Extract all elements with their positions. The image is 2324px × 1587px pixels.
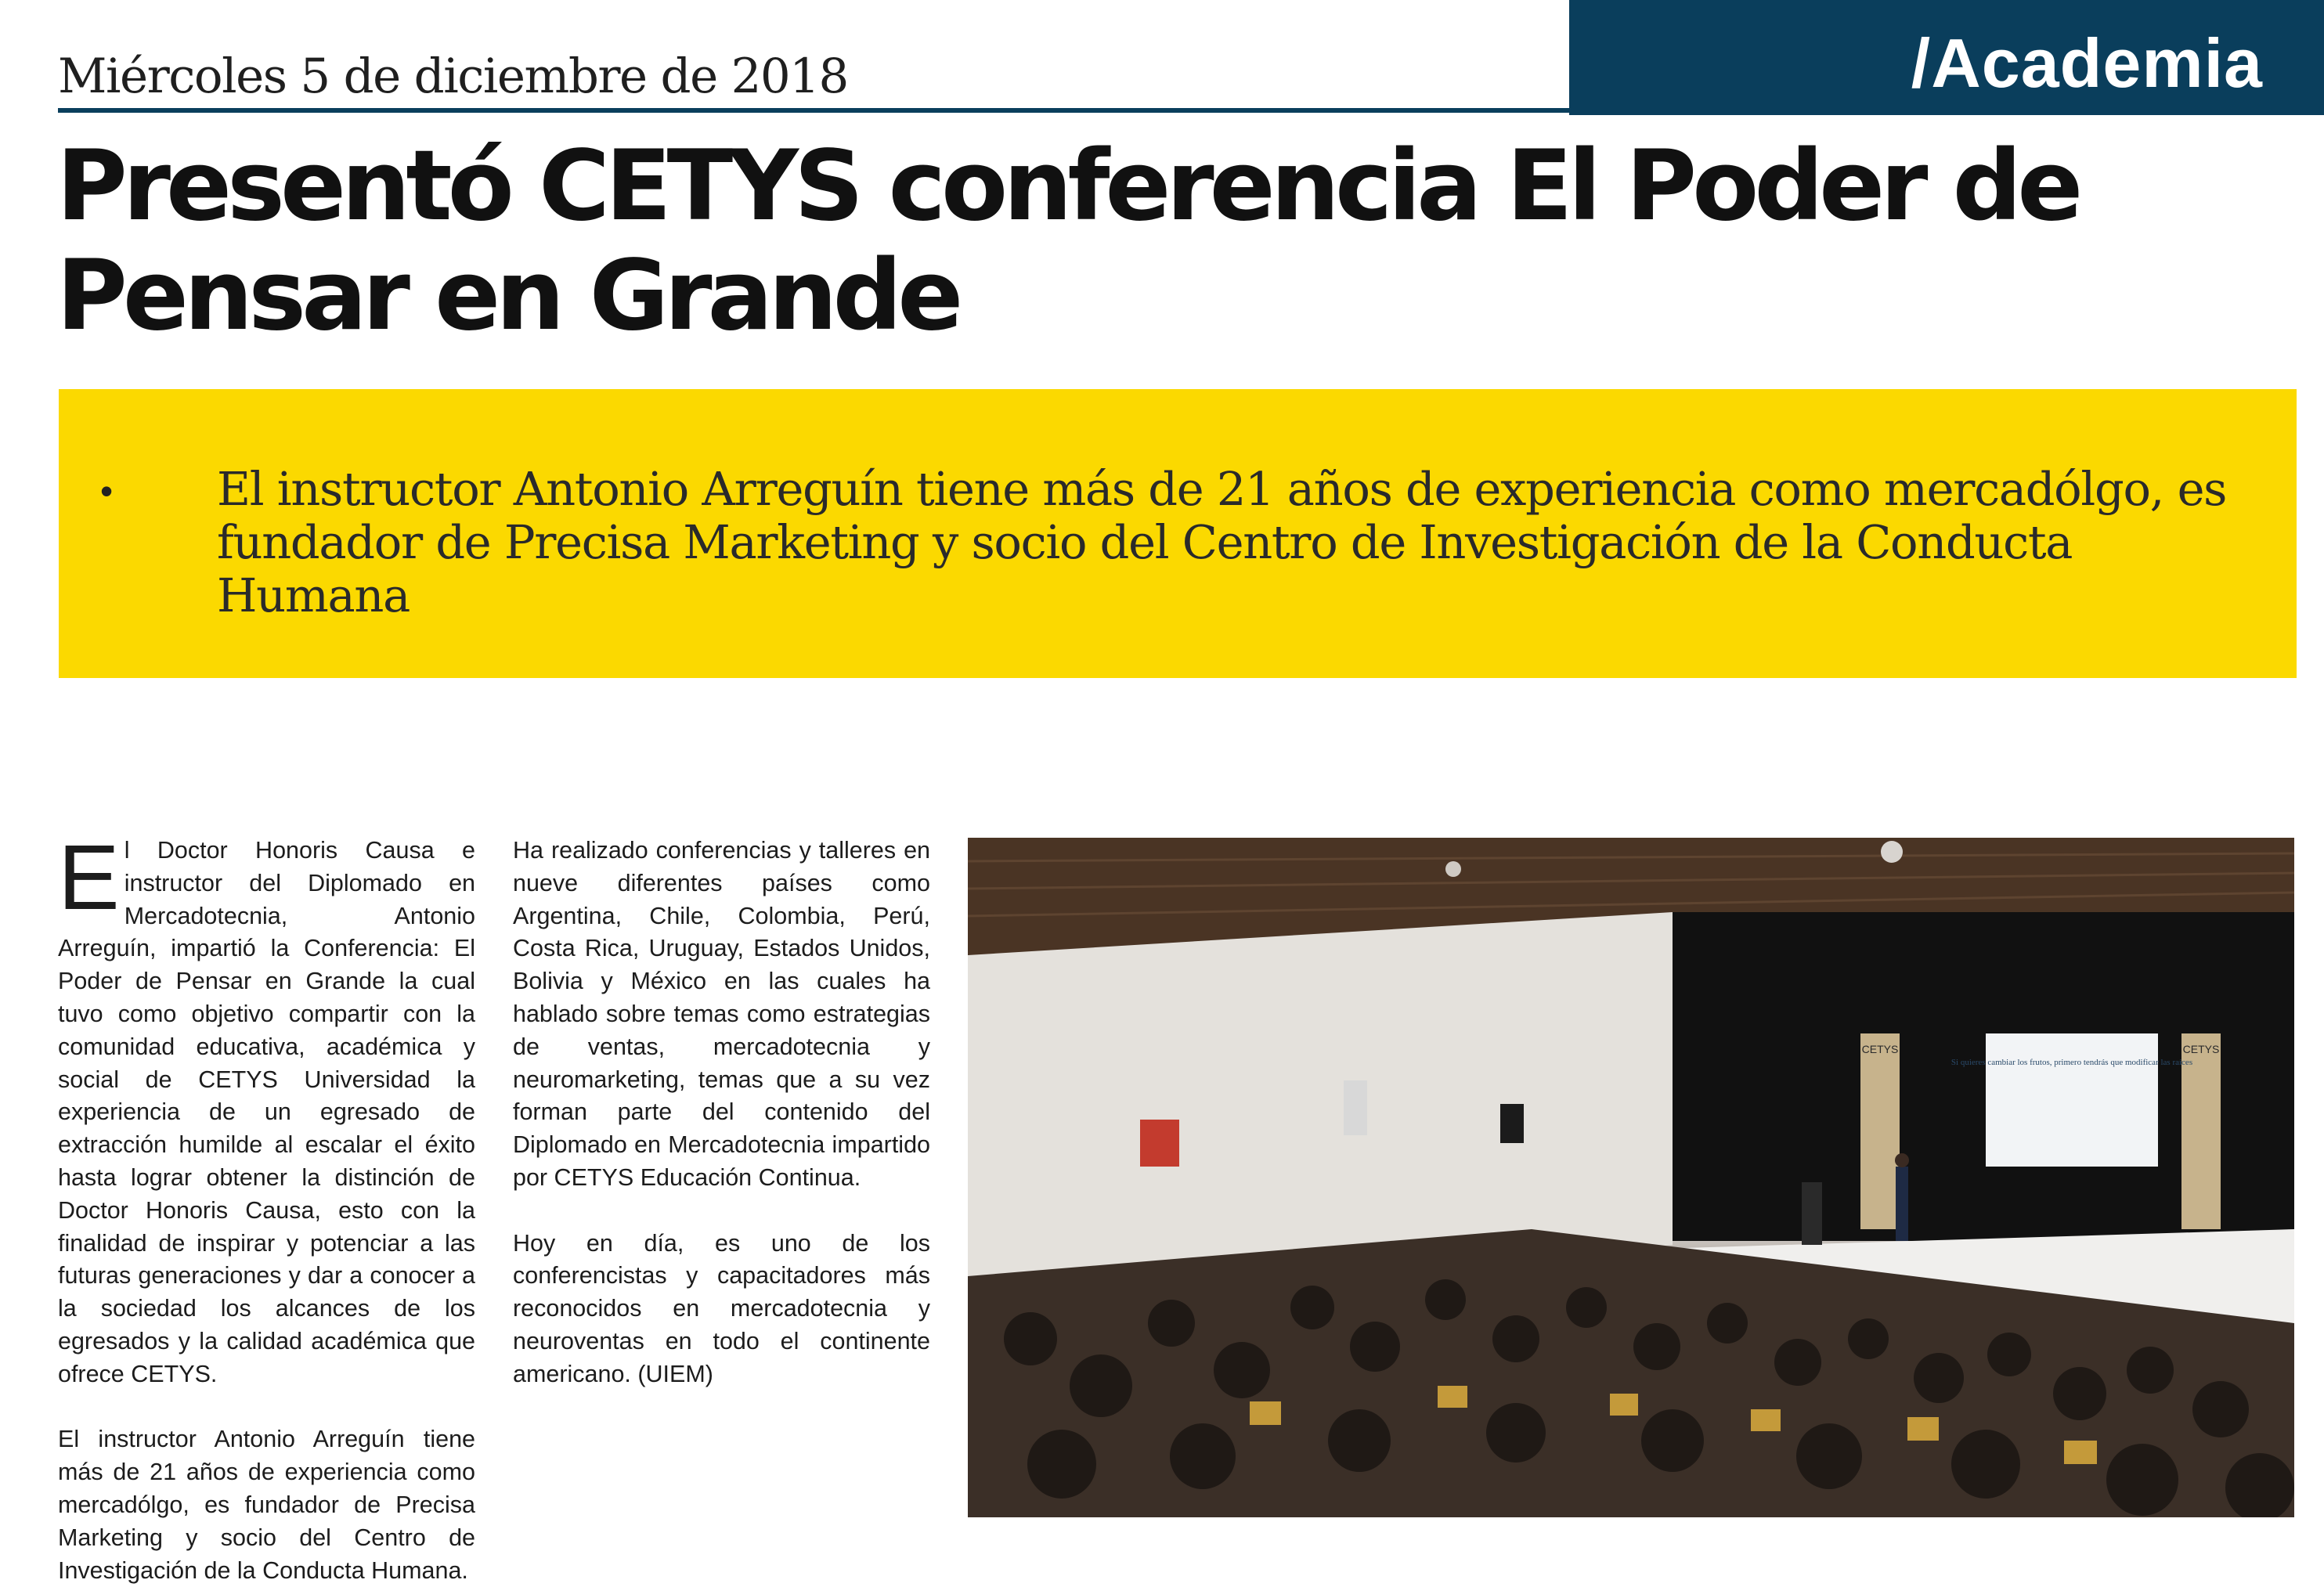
- auditorium-illustration: [968, 838, 2294, 1517]
- issue-date: Miércoles 5 de diciembre de 2018: [58, 49, 848, 104]
- drop-cap: E: [58, 826, 120, 929]
- stage-banner: [1860, 1033, 1900, 1229]
- speaker: [1500, 1104, 1524, 1143]
- ceiling-light: [1881, 841, 1903, 863]
- highlight-bullet: •: [100, 471, 114, 511]
- banner-label: CETYS: [1861, 1043, 1899, 1055]
- screen-text: Si quieres cambiar los frutos, primero tendrás que modificar las raíces: [1951, 1058, 2193, 1067]
- article-paragraph: Ha realizado conferencias y talleres en nueve diferentes países como Argentina, Chile, Colombia, Perú, Costa Rica, Uruguay, Estados Unidos, Bolivia y México en las cuales ha hablado sobre temas como estrategias de ventas, mercadotecnia y neuromarketing, temas que a su vez forman parte del contenido del Diplomado en Mercadotecnia impartido por CETYS Educación Continua.: [513, 837, 930, 1191]
- wall-panel: [1344, 1080, 1367, 1135]
- presenter-head: [1895, 1153, 1909, 1167]
- highlight-text: El instructor Antonio Arreguín tiene más de 21 años de experiencia como mercadólgo, es fundador de Precisa Marketing y socio del Centro de Investigación de la Conducta Humana: [217, 462, 2227, 622]
- article-paragraph: Hoy en día, es uno de los conferencistas y capacitadores más reconocidos en mercadotecnia y neuroventas en todo el continente americano. (UIEM): [513, 1229, 930, 1387]
- article-paragraph: [58, 826, 475, 1391]
- banner-label: CETYS: [2182, 1043, 2220, 1055]
- projection-screen: [1986, 1033, 2158, 1167]
- article-column-1: [58, 826, 475, 1587]
- presenter: [1896, 1167, 1908, 1241]
- article-text: l Doctor Honoris Causa e instructor del Diplomado en Mercadotecnia, Antonio Arreguín, impartió la Conferencia: El Poder de Pensar en Grande la cual tuvo como objetivo compartir con la comunidad educativa, académica y social de CETYS Universidad la experiencia de un egresado de extracción humilde al escalar el éxito hasta lograr obtener la distinción de Doctor Honoris Causa, esto con la finalidad de inspirar y potenciar a las futuras generaciones y dar a conocer a la sociedad los alcances de los egresados y la calidad académica que ofrece CETYS.: [58, 837, 475, 1387]
- auditorium-photo: [968, 838, 2294, 1517]
- article-column-2: [513, 835, 930, 1391]
- podium: [1802, 1182, 1822, 1245]
- headline: Presentó CETYS conferencia El Poder de Pensar en Grande: [56, 130, 2079, 352]
- section-label: /Academia: [1911, 24, 2263, 102]
- ceiling-light: [1445, 861, 1461, 877]
- header-rule: [58, 108, 1569, 113]
- section-tab: [1569, 0, 2324, 115]
- article-paragraph: El instructor Antonio Arreguín tiene más de 21 años de experiencia como mercadólgo, es fundador de Precisa Marketing y socio del Centro de Investigación de la Conducta Humana.: [58, 1426, 475, 1584]
- fire-box: [1140, 1120, 1179, 1167]
